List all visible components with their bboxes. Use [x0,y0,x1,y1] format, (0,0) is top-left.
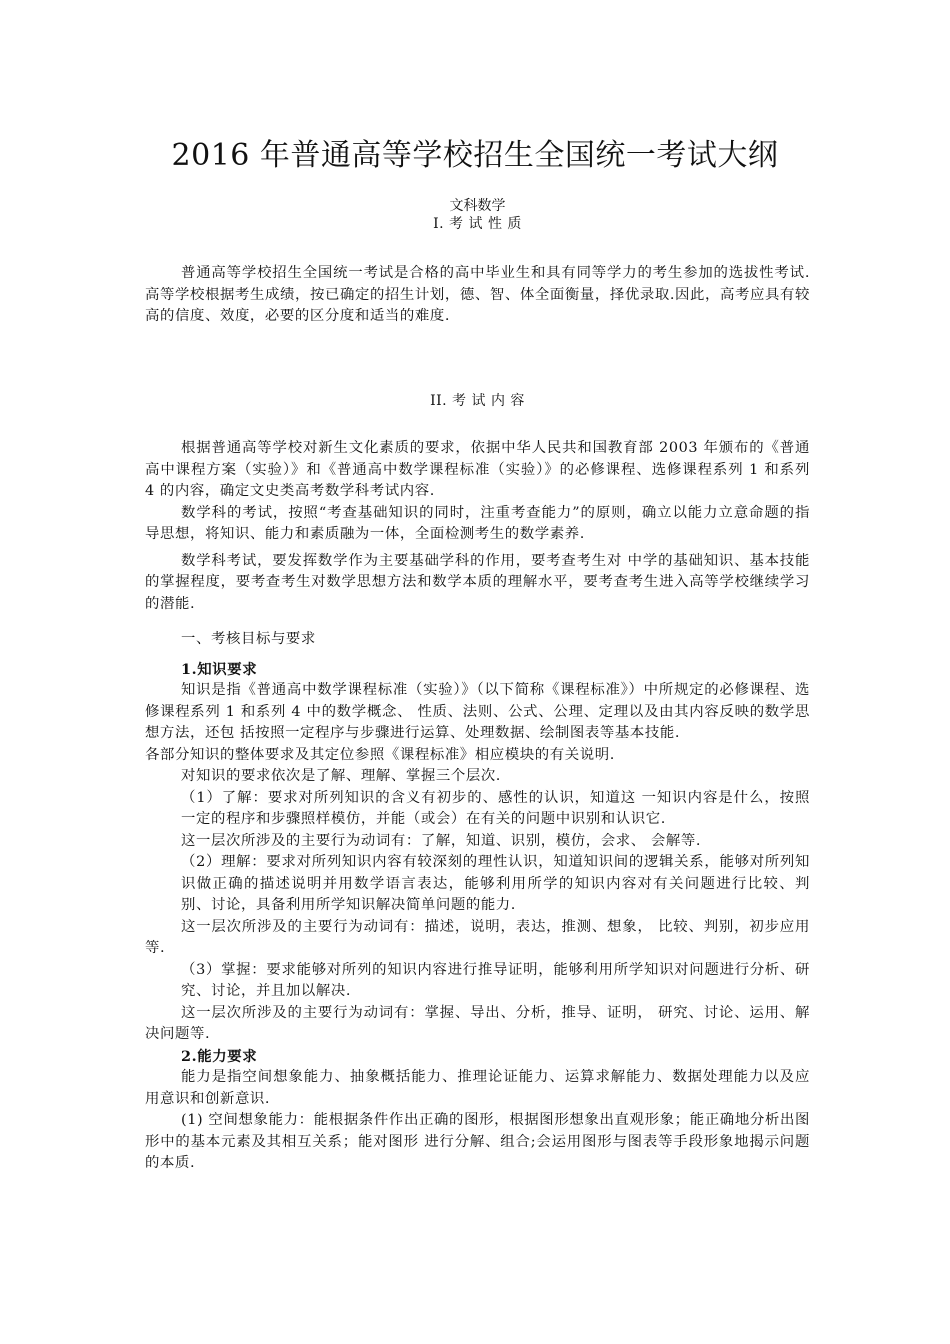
spacer [145,651,810,659]
paragraph: 对知识的要求依次是了解、理解、掌握三个层次. [181,768,501,784]
section-heading-nature: I. 考 试 性 质 [433,216,522,232]
paragraph: (1) 空间想象能力：能根据条件作出正确的图形，根据图形想象出直观形象；能正确地分析出图形中的基本元素及其相互关系；能对图形 进行分解、组合;会运用图形与图表等手段形象地揭示问题的本质. [145,1112,810,1171]
paragraph: 普通高等学校招生全国统一考试是合格的高中毕业生和具有同等学力的考生参加的选拔性考试.高等学校根据考生成绩，按已确定的招生计划，德、智、体全面衡量，择优录取.因此，高考应具有较高的信度、效度，必要的区分度和适当的难度. [145,265,810,324]
paragraph: 数学科考试，要发挥数学作为主要基础学科的作用，要考查考生对 中学的基础知识、基本技能的掌握程度，要考查考生对数学思想方法和数学本质的理解水平，要考查考生进入高等学校继续学习的潜能. [145,552,810,612]
subject-label: 文科数学 [449,198,506,214]
paragraph: 各部分知识的整体要求及其定位参照《课程标准》相应模块的有关说明. [145,746,615,763]
paragraph: 知识是指《普通高中数学课程标准（实验）》（以下简称《课程标准》）中所规定的必修课程、选修课程系列 1 和系列 4 中的数学概念、 性质、法则、公式、公理、定理以及由其内容反映的数学思想方法，还包 括按照一定程序与步骤进行运算、处理数据、绘制图表等基本技能. [145,682,810,741]
subsection-heading: 一、考核目标与要求 [181,631,316,647]
paragraph: 能力是指空间想象能力、抽象概括能力、推理论证能力、运算求解能力、数据处理能力以及应用意识和创新意识. [145,1069,810,1107]
section-heading-content: II. 考 试 内 容 [430,393,525,409]
list-item: （2）理解：要求对所列知识内容有较深刻的理性认识，知道知识间的逻辑关系，能够对所列知识做正确的描述说明并用数学语言表达，能够利用所学的知识内容对有关问题进行比较、判别、讨论，具备利用所学知识解决简单问题的能力. [181,854,810,913]
list-item: （3）掌握：要求能够对所列的知识内容进行推导证明，能够利用所学知识对问题进行分析、研究、讨论，并且加以解决. [181,961,810,999]
list-item: （1）了解：要求对所列知识的含义有初步的、感性的认识，知道这 一知识内容是什么，按照一定的程序和步骤照样模仿，并能（或会）在有关的问题中识别和认识它. [181,789,810,827]
knowledge-heading: 1.知识要求 [181,660,258,678]
spacer [145,615,810,629]
paragraph: 这一层次所涉及的主要行为动词有：描述，说明，表达，推测、想象， 比较、判别，初步应用等. [145,918,810,956]
document-title: 2016 年普通高等学校招生全国统一考试大纲 [171,138,779,173]
paragraph: 数学科的考试，按照“考查基础知识的同时，注重考查能力”的原则，确立以能力立意命题的指导思想，将知识、能力和素质融为一体，全面检测考生的数学素养. [145,504,810,542]
paragraph: 根据普通高等学校对新生文化素质的要求，依据中华人民共和国教育部 2003 年颁布的《普通高中课程方案（实验）》和《普通高中数学课程标准（实验）》的必修课程、选修课程系列 1 和系列 4 的内容，确定文史类高考数学科考试内容. [145,440,810,499]
paragraph: 这一层次所涉及的主要行为动词有：掌握、导出、分析，推导、证明， 研究、讨论、运用、解决问题等. [145,1004,810,1042]
paragraph: 这一层次所涉及的主要行为动词有：了解，知道、识别，模仿，会求、 会解等. [181,832,702,849]
section-content-body [145,438,810,1175]
ability-heading: 2.能力要求 [181,1047,258,1065]
section-nature-body [145,263,810,328]
